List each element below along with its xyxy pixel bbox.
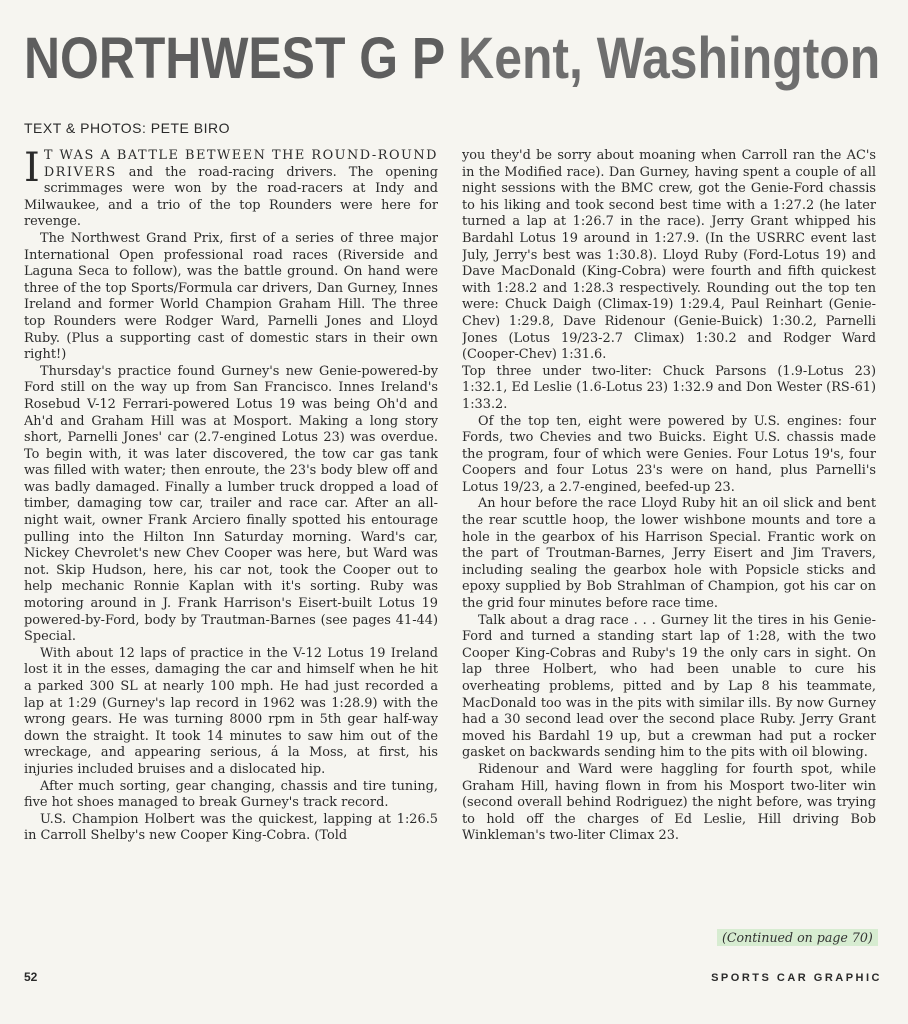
article-paragraph: Thursday's practice found Gurney's new Genie-powered-by Ford still on the way up from San Francisco. Innes Ireland's Rosebud V-12 Ferrari-powered Lotus 19 was being Oh'd and Ah'd and Graham Hill was at Mosport. Making a long story short, Parnelli Jones' car (2.7-engined Lotus 23) was overdue. To begin with, it was later discovered, the tow car gas tank was filled with water; then enroute, the 23's body blew off and was badly damaged. Finally a lumber truck dropped a load of timber, damaging tow car, trailer and race car. After an all-night wait, owner Frank Arciero finally spotted his entourage pulling into the Hilton Inn Saturday morning. Ward's car, Nickey Chevrolet's new Chev Cooper was here, but Ward was not. Skip Hudson, here, his car not, took the Cooper out to help mechanic Ronnie Kaplan with it's sorting. Ruby was motoring around in J. Frank Harrison's Eisert-built Lotus 19 powered-by-Ford, body by Trautman-Barnes (see pages 41-44) Special. xyxy=(24,363,438,645)
lead-rest: and the road-racing drivers. The opening scrimmages were won by the road-racers at Indy and Milwaukee, and a trio of the top Rounders were here for revenge. xyxy=(24,164,438,230)
page-number: 52 xyxy=(24,970,38,984)
article-paragraph: you they'd be sorry about moaning when Carroll ran the AC's in the Modified race). Dan Gurney, having spent a couple of all night sessions with the BMC crew, got the Genie-Ford chassis to his liking and took second best time with a 1:27.2 (he later turned a lap at 1:26.7 in the race). Jerry Grant whipped his Bardahl Lotus 19 around in 1:27.9. (In the USRRC event last July, Jerry's best was 1:30.8). Lloyd Ruby (Ford-Lotus 19) and Dave MacDonald (King-Cobra) were fourth and fifth quickest with 1:28.2 and 1:28.3 respectively. Rounding out the top ten were: Chuck Daigh (Climax-19) 1:29.4, Paul Reinhart (Genie-Chev) 1:29.8, Dave Ridenour (Genie-Buick) 1:30.2, Parnelli Jones (Lotus 19/23-2.7 Climax) 1:30.2 and Rodger Ward (Cooper-Chev) 1:31.6. xyxy=(462,148,876,363)
article-paragraph: With about 12 laps of practice in the V-12 Lotus 19 Ireland lost it in the esses, damaging the car and himself when he hit a parked 300 SL at nearly 100 mph. He had just recorded a lap at 1:29 (Gurney's lap record in 1962 was 1:28.9) with the wrong gears. He was turning 8000 rpm in 5th gear half-way down the straight. It took 14 minutes to saw him out of the wreckage, and appearing serious, á la Moss, at first, his injuries included bruises and a dislocated hip. xyxy=(24,645,438,777)
article-column-left xyxy=(24,148,438,938)
lead-caps: T WAS A BATTLE BETWEEN THE ROUND-ROUND DRIVERS xyxy=(43,148,438,180)
article-paragraph: Top three under two-liter: Chuck Parsons (1.9-Lotus 23) 1:32.1, Ed Leslie (1.6-Lotus 23) 1:32.9 and Don Wester (RS-61) 1:33.2. xyxy=(462,363,876,412)
lead-paragraph xyxy=(24,148,438,231)
article-paragraph: After much sorting, gear changing, chassis and tire tuning, five hot shoes managed to break Gurney's track record. xyxy=(24,778,438,811)
article-paragraph: The Northwest Grand Prix, first of a series of three major International Open professional road races (Riverside and Laguna Seca to follow), was the battle ground. On hand were three of the top Sports/Formula car drivers, Dan Gurney, Innes Ireland and former World Champion Graham Hill. The three top Rounders were Rodger Ward, Parnelli Jones and Lloyd Ruby. (Plus a supporting cast of domestic stars in their own right!) xyxy=(24,230,438,363)
page-headline xyxy=(24,14,881,104)
headline-part-1: NORTHWEST G P xyxy=(24,26,445,91)
article-paragraph: Of the top ten, eight were powered by U.S. engines: four Fords, two Chevies and two Buicks. Eight U.S. chassis made the program, four of which were Genies. Four Lotus 19's, four Coopers and four Lotus 23's were on hand, plus Parnelli's Lotus 19/23, a 2.7-engined, beefed-up 23. xyxy=(462,413,876,495)
article-paragraph: Talk about a drag race . . . Gurney lit the tires in his Genie-Ford and turned a standing start lap of 1:28, with the two Cooper King-Cobras and Ruby's 19 the only cars in sight. On lap three Holbert, who had been unable to cure his overheating problems, pitted and by Lap 8 his teammate, MacDonald too was in the pits with similar ills. By now Gurney had a 30 second lead over the second place Ruby. Jerry Grant moved his Bardahl 19 up, but a crewman had put a rocker gasket on backwards sending him to the pits with oil blowing. xyxy=(462,612,876,761)
magazine-name: SPORTS CAR GRAPHIC xyxy=(711,972,882,984)
article-paragraph: Ridenour and Ward were haggling for fourth spot, while Graham Hill, having flown in from his Mosport two-liter win (second overall behind Rodriguez) the night before, was trying to hold off the charges of Ed Leslie, Hill driving Bob Winkleman's two-liter Climax 23. xyxy=(462,761,876,844)
headline-part-2: Kent, Washington xyxy=(458,26,881,91)
article-paragraph: U.S. Champion Holbert was the quickest, lapping at 1:26.5 in Carroll Shelby's new Cooper King-Cobra. (Told xyxy=(24,811,438,844)
drop-cap: I xyxy=(24,148,40,191)
continued-note: (Continued on page 70) xyxy=(717,929,878,946)
article-column-right xyxy=(462,148,876,938)
article-paragraph: An hour before the race Lloyd Ruby hit an oil slick and bent the rear scuttle hoop, the lower wishbone mounts and tore a hole in the gearbox of his Harrison Special. Frantic work on the part of Troutman-Barnes, Jerry Eisert and Jim Travers, including sealing the gearbox hole with Popsicle sticks and epoxy supplied by Bob Strahlman of Champion, got his car on the grid four minutes before race time. xyxy=(462,496,876,612)
byline: TEXT & PHOTOS: PETE BIRO xyxy=(24,120,230,136)
